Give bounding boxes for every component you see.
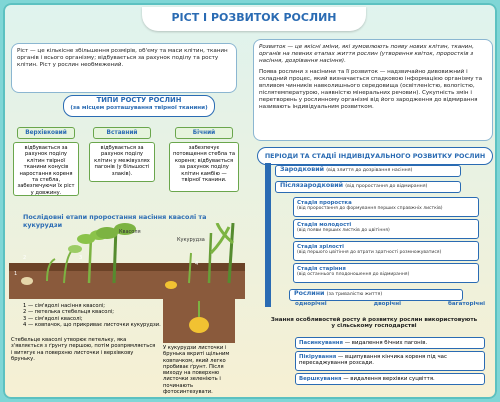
bean-text <box>11 337 157 362</box>
periods-heading-text: ПЕРІОДИ ТА СТАДІЇ ІНДИВІДУАЛЬНОГО РОЗВИТКУ РОСЛИН <box>264 152 486 160</box>
type-apical-desc <box>13 142 79 196</box>
title-tab <box>142 7 366 31</box>
periods-heading <box>257 147 493 165</box>
plant-type-perennial: багаторічні <box>447 301 485 307</box>
poster-frame <box>3 3 497 399</box>
development-definition <box>253 39 493 141</box>
type-intercalary-desc <box>89 142 155 182</box>
germination-illustration <box>9 223 245 299</box>
germination-svg <box>9 223 245 299</box>
growth-definition-text: Ріст — це кількісне збільшення розмірів, об'єму та маси клітин, тканин органів і всього організму; відбувається за рахунок поділу та росту клітин. Ріст у рослин необмежений. <box>17 48 228 68</box>
callout-3: 3 <box>79 255 83 261</box>
knowledge-pricking <box>295 351 485 371</box>
stage-aging-name: Стадія старіння <box>297 266 346 272</box>
development-text: Поява рослини з насінини та її розвиток — надзвичайно дивовижний і складний процес, який визначається спадковою інформацією організму та впливом чинників навколишнього середовища (освітленістю, вологістю, післятемпературою, наявністю мінеральних речовин). Сукупність змін і перетворень у рослинному організмі від його зародження до відмирання називають індивідуальним розвитком. <box>259 69 482 110</box>
growth-definition <box>11 43 237 93</box>
stage-aging-sub: (від останнього плодоношення до відмирання) <box>297 272 410 278</box>
corn-label: Кукурудза <box>177 237 205 243</box>
knowledge-desc: — видалення бічних пагонів. <box>344 340 428 346</box>
corn-text-content: У кукурудзи листочки і брунька вкриті щільним ковпачком, який легко пробиває ґрунт. Після виходу на поверхню листочки зеленіють і починають фотосинтезувати. <box>163 345 230 396</box>
stage-maturity <box>293 241 479 261</box>
corn-svg <box>163 295 235 343</box>
types-heading-sub: (за місцем розташування твірної тканини) <box>70 105 208 111</box>
period-embryonic <box>275 165 461 177</box>
types-heading-title: ТИПИ РОСТУ РОСЛИН <box>96 96 182 104</box>
stage-aging <box>293 263 479 283</box>
plant-type-annual: однорічні <box>295 301 327 307</box>
bean-label: Квасоля <box>119 229 141 235</box>
type-intercalary-head <box>93 127 151 139</box>
knowledge-title: Знання особливостей росту й розвитку рослин використовують у сільському господарстві <box>270 317 478 329</box>
callout-2: 2 <box>23 255 27 261</box>
type-lateral-head <box>175 127 233 139</box>
type-lateral-text: забезпечує потовщення стебла та кореня; відбувається за рахунок поділу клітин камбію — твірної тканини. <box>172 145 236 184</box>
type-intercalary-label: Вставний <box>106 130 138 136</box>
type-apical-text: відбувається за рахунок поділу клітин твірної тканини конусів наростання кореня та стебла, забезпечуючи їх ріст у довжину. <box>17 145 75 196</box>
knowledge-pinching <box>295 337 485 349</box>
stage-youth-name: Стадія молодості <box>297 222 352 228</box>
type-intercalary-text: відбувається за рахунок поділу клітин у межівузлях пагонів (у більшості злаків). <box>94 145 150 177</box>
legend-item: 2 — петелька стебельця квасолі; <box>23 309 114 316</box>
stage-seedling-name: Стадія проростка <box>297 200 352 206</box>
stages-title: Послідовні етапи проростання насіння квасолі та кукурудзи <box>23 213 207 229</box>
page-title: РІСТ І РОЗВИТОК РОСЛИН <box>171 11 337 24</box>
timeline-bar <box>265 163 271 307</box>
stage-maturity-name: Стадія зрілості <box>297 244 344 250</box>
stage-maturity-sub: (від першого цвітіння до втрати здатності розмножуватися) <box>297 250 442 256</box>
legend-item: 1 — сім'ядолі насіння квасолі; <box>23 303 106 309</box>
period-postembryonic-sub: (від проростання до відмирання) <box>345 184 428 189</box>
types-heading <box>63 95 215 117</box>
stage-youth-sub: (від появи перших листків до цвітіння) <box>297 228 390 234</box>
period-postembryonic <box>275 181 461 193</box>
type-lateral-label: Бічний <box>192 130 216 136</box>
plants-sub: (за тривалістю життя) <box>326 292 383 297</box>
development-def-text: Розвиток — це якісні зміни, які зумовлюють появу нових клітин, тканин, органів на певних етапах життя рослин (утворення квіток, проростків з насіння, дозрівання насіння). <box>259 44 474 64</box>
knowledge-desc: — вщипування кінчика кореня під час пересаджування розсади. <box>299 354 447 367</box>
period-postembryonic-name: Післязародковий <box>280 182 344 189</box>
plant-types <box>295 301 485 307</box>
plants-heading: Рослини <box>294 290 325 297</box>
stage-seedling-sub: (від проростання до формування перших справжніх листків) <box>297 206 443 212</box>
callout-1: 1 <box>14 271 18 277</box>
type-apical-head <box>17 127 75 139</box>
legend-item: 4 — ковпачок, що прикриває листочки кукурудзи. <box>23 321 161 328</box>
knowledge-topping <box>295 373 485 385</box>
knowledge-desc: — видалення верхівки суцвіття. <box>343 376 435 382</box>
period-embryonic-name: Зародковий <box>280 166 325 173</box>
stage-seedling <box>293 197 479 217</box>
plant-type-biennial: дворічні <box>373 301 402 307</box>
type-apical-label: Верхівковий <box>25 130 67 136</box>
callout-4: 4 <box>195 261 199 267</box>
plants-lifespan <box>289 289 463 301</box>
bean-text-content: Стебельце квасолі утворює петельку, яка з'являється з ґрунту першою, потім розпрямляється і витягує на поверхню листочки і верхівкову бруньку. <box>11 337 156 362</box>
type-lateral-desc <box>169 142 239 192</box>
legend-item: 3 — сім'ядолі квасолі; <box>23 315 83 322</box>
period-embryonic-sub: (від злиття до дозрівання насіння) <box>326 168 413 173</box>
knowledge-term: Вершкування <box>299 376 342 382</box>
knowledge-term: Пікірування <box>299 354 337 360</box>
knowledge-term: Пасинкування <box>299 340 343 346</box>
stage-youth <box>293 219 479 239</box>
bean-legend <box>23 303 163 328</box>
corn-illustration <box>163 295 235 343</box>
corn-text <box>163 345 243 395</box>
